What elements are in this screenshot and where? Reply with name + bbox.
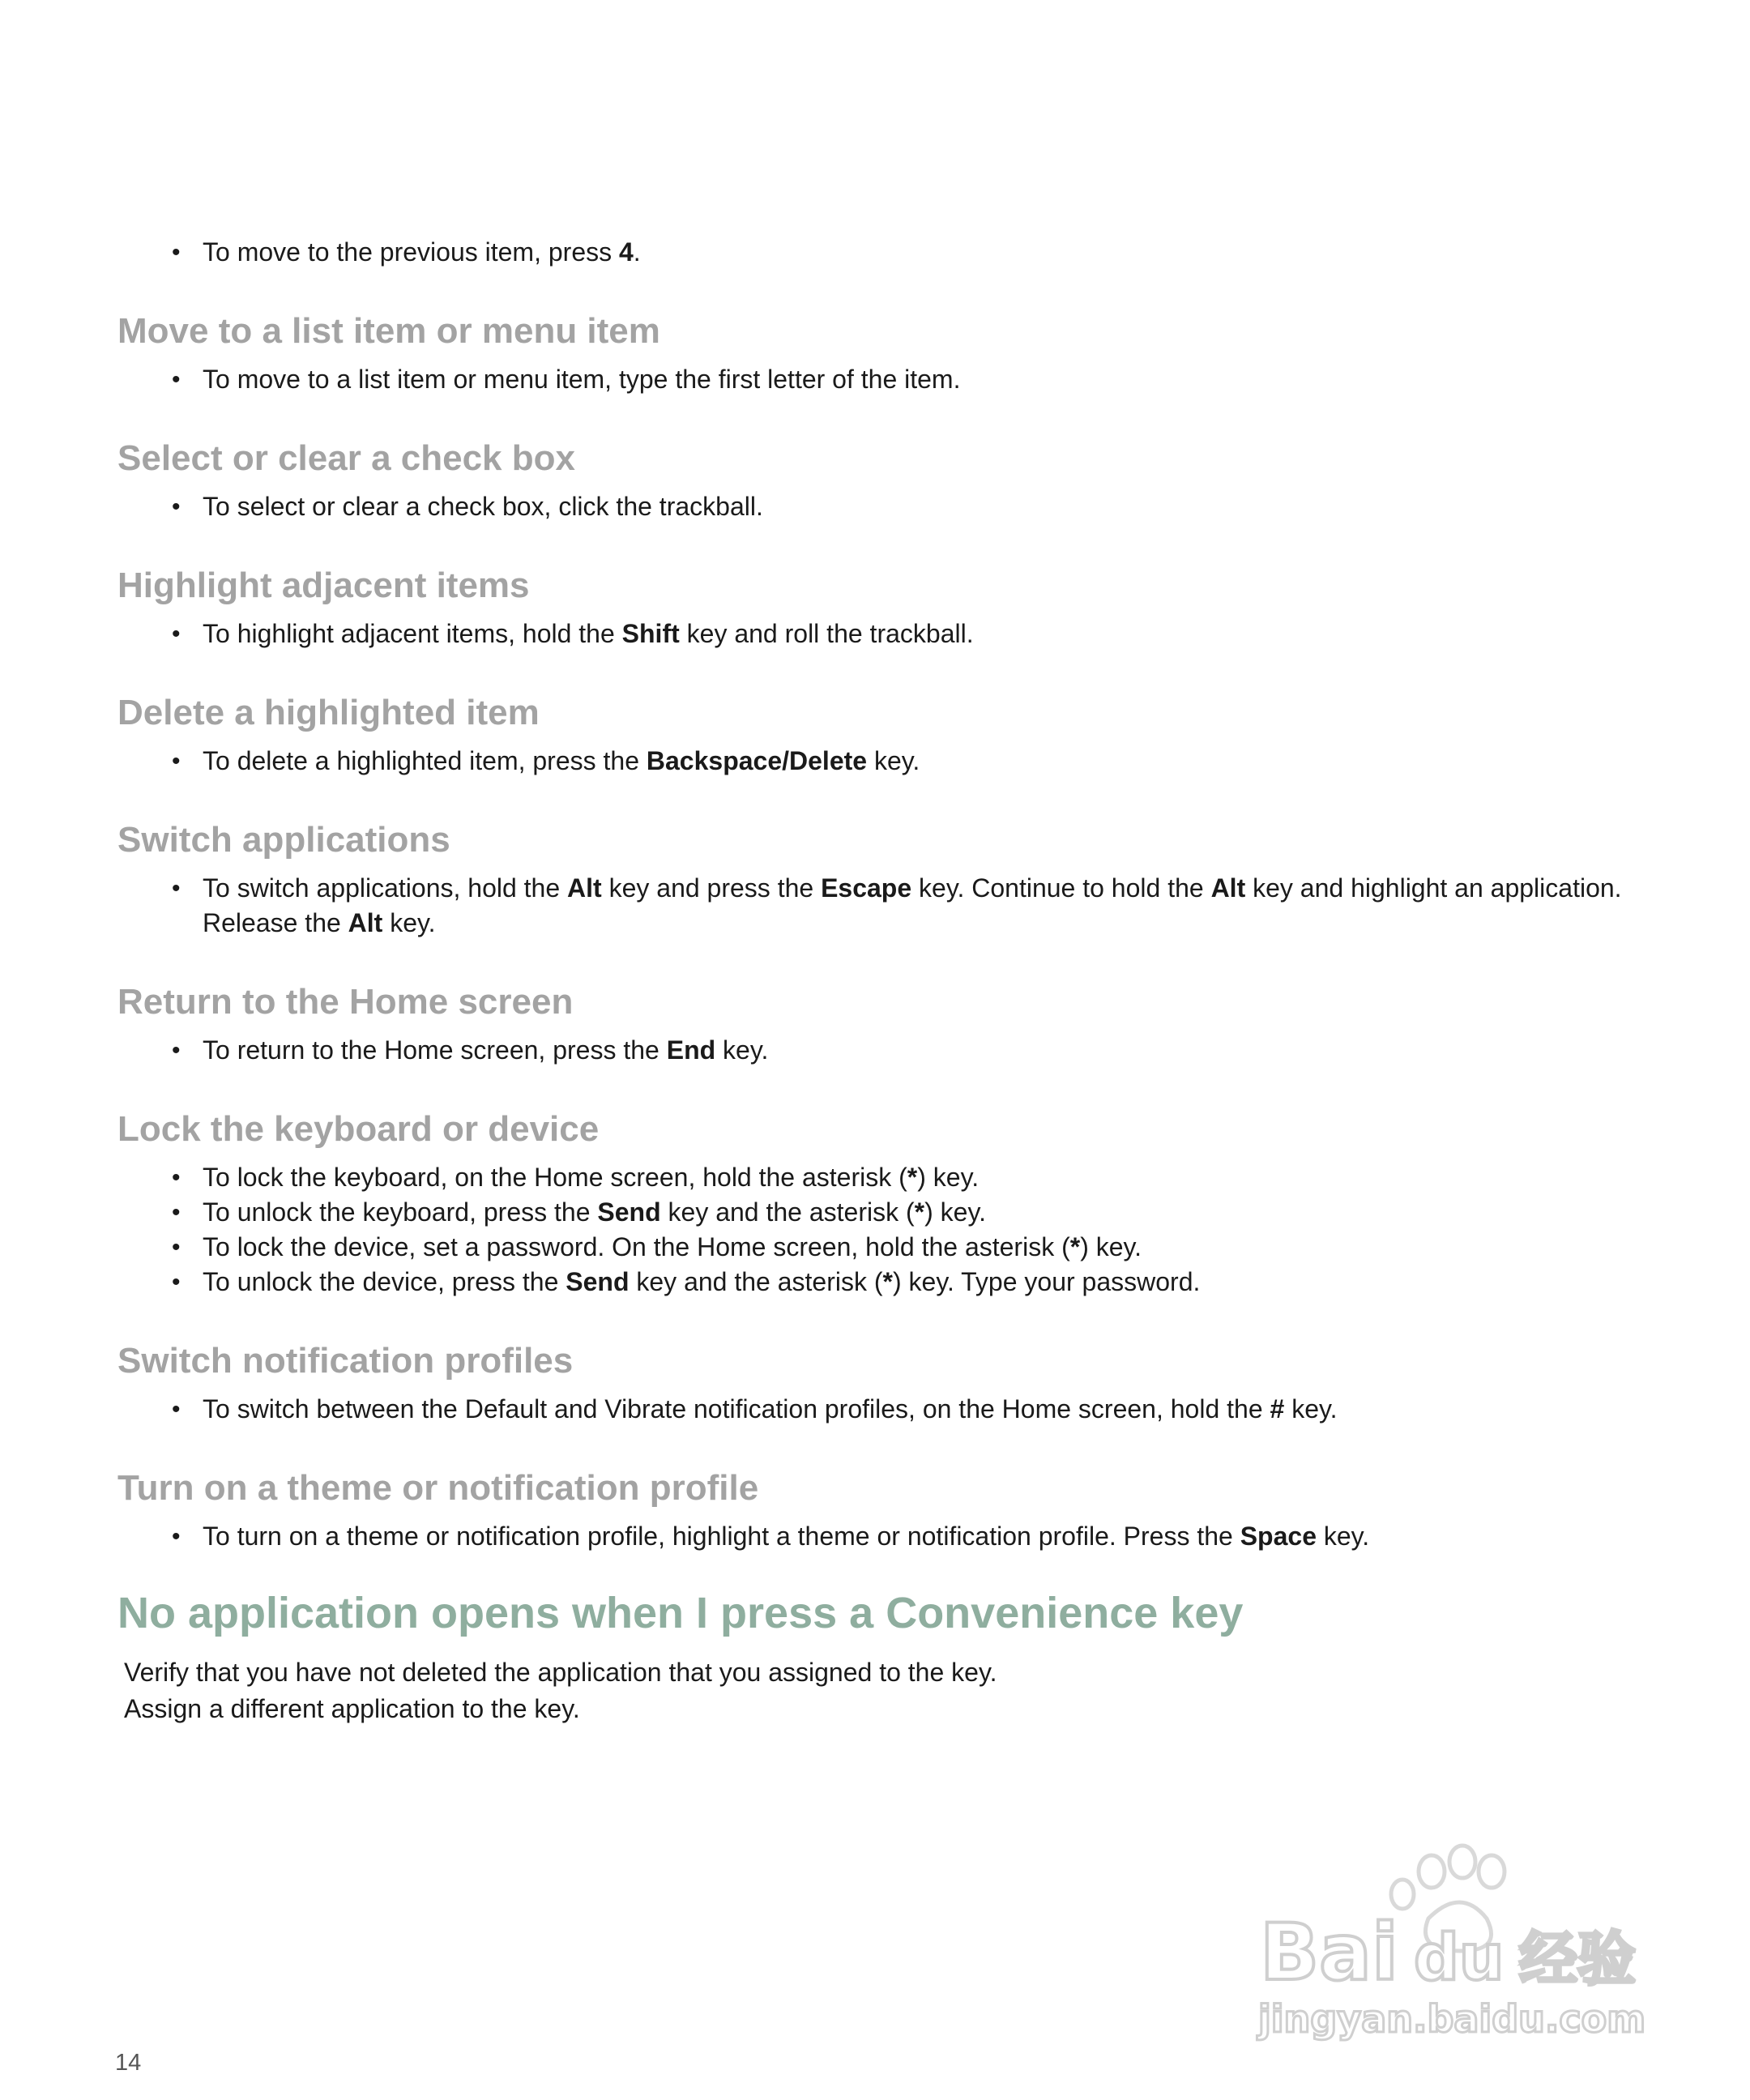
svg-text:jingyan.baidu.com: jingyan.baidu.com xyxy=(1258,1997,1646,2041)
list-item: • To lock the device, set a password. On the Home screen, hold the asterisk (*) key. xyxy=(203,1230,1657,1265)
section-heading: Switch applications xyxy=(117,820,450,860)
section-lock-keyboard xyxy=(117,1107,1657,1300)
list-item: • To move to the previous item, press 4. xyxy=(203,235,1657,270)
list-item: • To switch between the Default and Vibrate notification profiles, on the Home screen, hold the # key. xyxy=(203,1392,1657,1427)
section-switch-notification xyxy=(117,1338,1657,1427)
section-delete-highlighted xyxy=(117,690,1657,779)
svg-text:经验: 经验 xyxy=(1519,1925,1637,1993)
section-heading: Highlight adjacent items xyxy=(117,566,530,605)
list-item: • To unlock the keyboard, press the Send key and the asterisk (*) key. xyxy=(203,1195,1657,1230)
list-item: • To unlock the device, press the Send key and the asterisk (*) key. Type your password. xyxy=(203,1265,1657,1300)
section-heading: Delete a highlighted item xyxy=(117,693,540,732)
list-item: • To delete a highlighted item, press the Backspace/Delete key. xyxy=(203,744,1657,779)
section-heading: Turn on a theme or notification profile xyxy=(117,1468,759,1508)
list-item: • To highlight adjacent items, hold the Shift key and roll the trackball. xyxy=(203,617,1657,651)
list-item: • To select or clear a check box, click the trackball. xyxy=(203,489,1657,524)
section-turn-on-theme xyxy=(117,1466,1657,1554)
section-move-to-list-item xyxy=(117,309,1657,397)
baidu-watermark xyxy=(1244,1838,1665,2048)
section-select-check-box xyxy=(117,436,1657,524)
section-highlight-adjacent xyxy=(117,563,1657,651)
section-return-home xyxy=(117,980,1657,1068)
list-item: • To switch applications, hold the Alt key and press the Escape key. Continue to hold the Alt key and highlight an application. Release the Alt key. xyxy=(203,871,1657,941)
section-heading: Lock the keyboard or device xyxy=(117,1109,600,1149)
list-item: • To turn on a theme or notification profile, highlight a theme or notification profile. Press the Space key. xyxy=(203,1519,1657,1554)
svg-text:du: du xyxy=(1414,1922,1505,1995)
paragraph-line: Assign a different application to the key. xyxy=(124,1694,580,1723)
intro-list xyxy=(117,235,1657,270)
section-no-application-opens xyxy=(117,1586,1657,1727)
list-item: • To move to a list item or menu item, type the first letter of the item. xyxy=(203,362,1657,397)
section-switch-applications xyxy=(117,817,1657,941)
section-heading: Switch notification profiles xyxy=(117,1341,574,1381)
major-heading: No application opens when I press a Convenience key xyxy=(117,1589,1244,1637)
list-item: • To lock the keyboard, on the Home screen, hold the asterisk (*) key. xyxy=(203,1160,1657,1195)
svg-text:Bai: Bai xyxy=(1260,1907,1398,1998)
section-heading: Move to a list item or menu item xyxy=(117,311,660,351)
baidu-paw-logo-icon xyxy=(1244,1838,1665,2048)
section-heading: Select or clear a check box xyxy=(117,438,575,478)
paragraph-line: Verify that you have not deleted the application that you assigned to the key. xyxy=(124,1658,997,1687)
section-heading: Return to the Home screen xyxy=(117,982,574,1022)
page-content xyxy=(117,235,1657,1727)
list-item: • To return to the Home screen, press the End key. xyxy=(203,1033,1657,1068)
page-number: 14 xyxy=(115,2050,142,2076)
